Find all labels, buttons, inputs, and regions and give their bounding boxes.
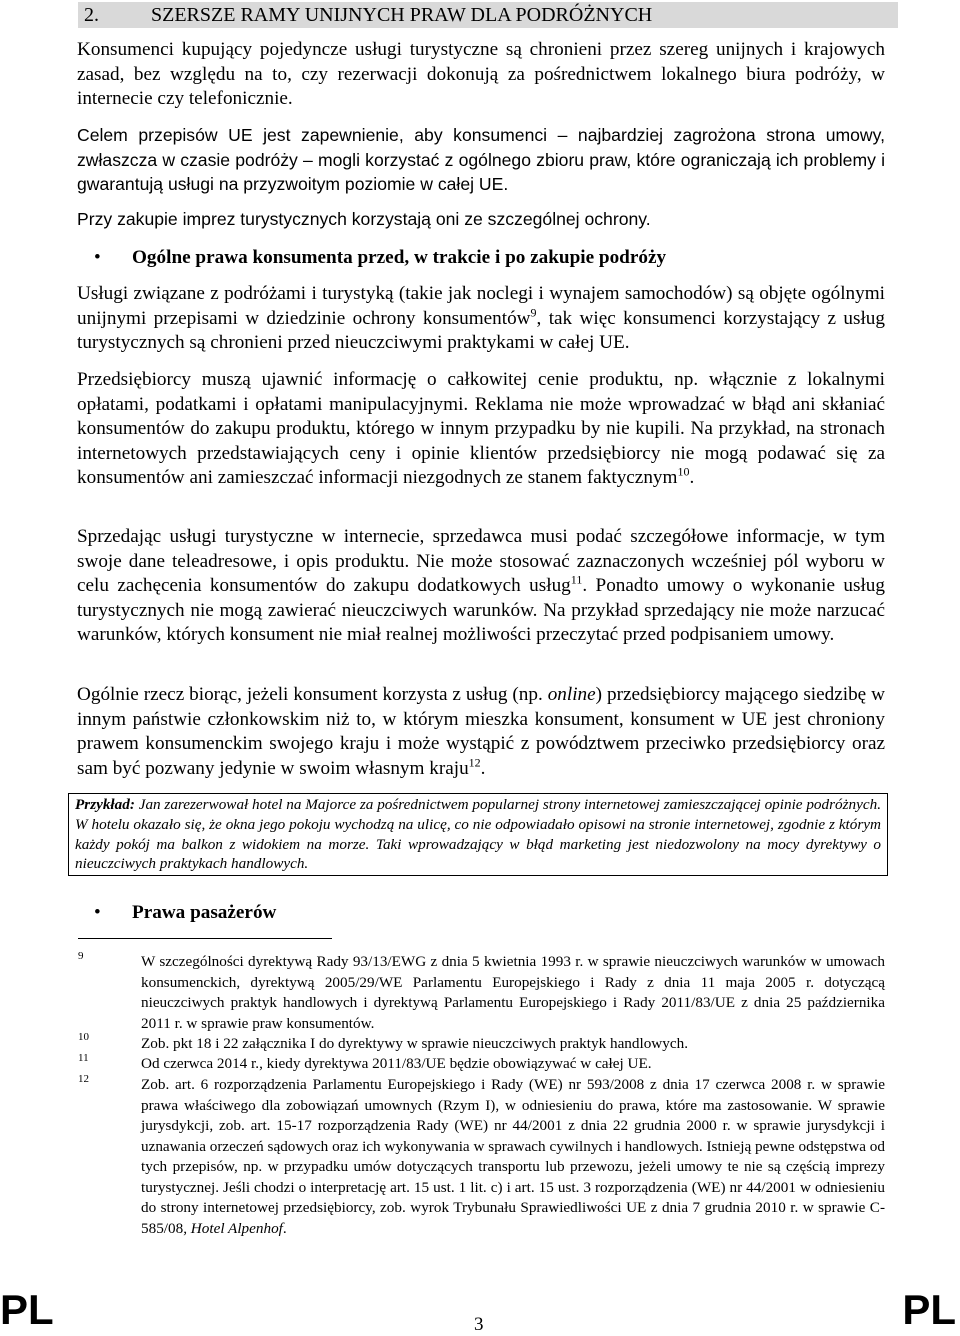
paragraph-text: . Ponadto umowy o wykonanie usług turystycznych nie mogą zawierać nieuczciwych warunków. Na przykład sprzedający nie może narzucać warunków, których konsument nie miał realnej możliwości przeczytać przed podpisaniem umowy. bbox=[77, 575, 885, 645]
paragraph-text: , tak więc konsumenci korzystający z usług turystycznych są chronieni przed nieuczciwymi praktykami w całej UE. bbox=[77, 307, 885, 353]
bullet-general-rights-title: Ogólne prawa konsumenta przed, w trakcie i po zakupie podróży bbox=[132, 247, 667, 268]
footnote-9: W szczególności dyrektywą Rady 93/13/EWG z dnia 5 kwietnia 1993 r. w sprawie nieuczciwych warunków w umowach konsumenckich, dyrektywą 2005/29/WE Parlamentu Europejskiego i Rady z dnia 11 maja 2005 r. dotyczącą nieuczciwych praktyk handlowych i dyrektywą Parlamentu Europejskiego i Rady 2011/83/UE z dnia 25 października 2011 r. w sprawie praw konsumentów. bbox=[141, 953, 885, 1032]
paragraph-text: ) przedsiębiorcy mającego siedzibę w innym państwie członkowskim niż to, w którym mieszka konsument, konsument w UE jest chroniony prawem konsumenckim swojego kraju i może wystąpić z powództwem przeciwko przedsiębiorcy oraz sam być pozwany jedynie w swoim własnym kraju bbox=[77, 684, 885, 779]
bullet-passenger-rights bbox=[94, 900, 884, 926]
paragraph-online-sales bbox=[77, 525, 885, 648]
footnote-number: 12 bbox=[78, 1073, 89, 1085]
footnote-number: 9 bbox=[78, 950, 84, 962]
paragraph-text: . bbox=[689, 467, 695, 488]
footnote-case-name: Hotel Alpenhof bbox=[190, 1219, 283, 1237]
footnote-text: . bbox=[282, 1219, 287, 1237]
paragraph-traders bbox=[77, 368, 885, 491]
page-number: 3 bbox=[474, 1314, 484, 1335]
footnote-ref-12[interactable]: 12 bbox=[468, 755, 481, 770]
bullet-passenger-rights-title: Prawa pasażerów bbox=[132, 902, 277, 923]
footnote-12 bbox=[141, 1075, 885, 1239]
paragraph-text: Sprzedając usługi turystyczne w internecie, sprzedawca musi podać szczegółowe informacje, w tym swoje dane teleadresowe, i opis produktu. Nie może stosować zaznaczonych wcześniej pól wyboru w celu zachęcenia konsumentów do zakupu dodatkowych usług bbox=[77, 526, 885, 596]
language-code-left: PL bbox=[0, 1286, 54, 1333]
footnote-separator bbox=[78, 938, 332, 939]
section-number: 2. bbox=[84, 4, 99, 26]
paragraph-emphasis: online bbox=[547, 684, 596, 705]
intro-paragraph-1: Konsumenci kupujący pojedyncze usługi turystyczne są chronieni przez szereg unijnych i krajowych zasad, bez względu na to, czy rezerwacji dokonują za pośrednictwem lokalnego biura podróży, w internecie czy telefonicznie. bbox=[77, 39, 885, 109]
paragraph-text: Przedsiębiorcy muszą ujawnić informację o całkowitej cenie produktu, np. włącznie z lokalnymi opłatami, podatkami i opłatami manipulacyjnymi. Reklama nie może wprowadzać w błąd ani skłaniać konsumentów do zakupu produktu, którego w innym przypadku by nie kupili. Na przykład, na stronach internetowych przedstawiających ceny i opinie klientów przedsiębiorcy nie mogą podawać się za konsumentów ani zamieszczać informacji niezgodnych ze stanem faktycznym bbox=[77, 369, 885, 488]
example-box bbox=[68, 793, 888, 876]
footnote-number: 11 bbox=[78, 1052, 89, 1064]
footnote-10: Zob. pkt 18 i 22 załącznika I do dyrektywy w sprawie nieuczciwych praktyk handlowych. bbox=[141, 1035, 689, 1052]
paragraph-text: . bbox=[480, 757, 486, 779]
example-label: Przykład: bbox=[75, 796, 135, 813]
section-title: SZERSZE RAMY UNIJNYCH PRAW DLA PODRÓŻNYCH bbox=[151, 4, 653, 26]
example-text: Jan zarezerwował hotel na Majorce za pośrednictwem popularnej strony internetowej zamieszczającej opinie podróżnych. W hotelu okazało się, że okna jego pokoju wychodzą na ulicę, co nie odpowiadało opisowi na stronie internetowej, zgodnie z którym każdy pokój ma balkon z widokiem na morze. Taki wprowadzający w błąd marketing jest niedozwolony na mocy dyrektywy o nieuczciwych praktykach handlowych. bbox=[75, 796, 881, 873]
paragraph-services bbox=[77, 282, 885, 356]
section-heading bbox=[78, 2, 898, 28]
bullet-icon: • bbox=[94, 247, 101, 268]
footnote-ref-10[interactable]: 10 bbox=[677, 464, 690, 479]
bullet-icon: • bbox=[94, 902, 101, 923]
paragraph-text: Usługi związane z podróżami i turystyką (takie jak noclegi i wynajem samochodów) są objęte ogólnymi unijnymi przepisami w dziedzinie ochrony konsumentów bbox=[77, 283, 885, 329]
footnote-text: Zob. art. 6 rozporządzenia Parlamentu Europejskiego i Rady (WE) nr 593/2008 z dnia 17 czerwca 2008 r. w sprawie prawa właściwego dla zobowiązań umownych (Rzym I), w odniesieniu do prawa, które ma zastosowanie. W sprawie jurysdykcji, zob. art. 15-17 rozporządzenia Rady (WE) nr 44/2001 z dnia 22 grudnia 2000 r. w sprawie jurysdykcji i uznawania orzeczeń sądowych oraz ich wykonywania w sprawach cywilnych i handlowych. Istnieją pewne odstępstwa od tych przepisów, np. w przypadku umów dotyczących transportu lub przewozu, jeżeli umowy te nie są częścią imprezy turystycznej. Jeśli chodzi o interpretację art. 15 ust. 1 lit. c) i art. 15 ust. 3 rozporządzenia (WE) nr 44/2001 w odniesieniu do strony internetowej przedsiębiorcy, zob. wyrok Trybunału Sprawiedliwości UE z dnia 7 grudnia 2010 r. w sprawie C-585/08, bbox=[141, 1076, 885, 1237]
intro-paragraph-2: Celem przepisów UE jest zapewnienie, aby konsumenci – najbardziej zagrożona strona umowy, zwłaszcza w czasie podróży – mogli korzystać z ogólnego zbioru praw, które ograniczają ich problemy i gwarantują usługi na przyzwoitym poziomie w całej UE. bbox=[77, 125, 885, 194]
footnote-ref-9[interactable]: 9 bbox=[530, 305, 537, 320]
bullet-general-rights bbox=[94, 245, 884, 271]
paragraph-text: Ogólnie rzecz biorąc, jeżeli konsument korzysta z usług (np. bbox=[77, 684, 548, 705]
intro-paragraph-3: Przy zakupie imprez turystycznych korzystają oni ze szczególnej ochrony. bbox=[77, 209, 651, 229]
footnote-ref-11[interactable]: 11 bbox=[570, 572, 583, 587]
language-code-right: PL bbox=[902, 1286, 956, 1333]
footnote-11: Od czerwca 2014 r., kiedy dyrektywa 2011/83/UE będzie obowiązywać w całej UE. bbox=[141, 1055, 652, 1072]
footnote-number: 10 bbox=[78, 1031, 89, 1043]
paragraph-jurisdiction bbox=[77, 683, 885, 781]
